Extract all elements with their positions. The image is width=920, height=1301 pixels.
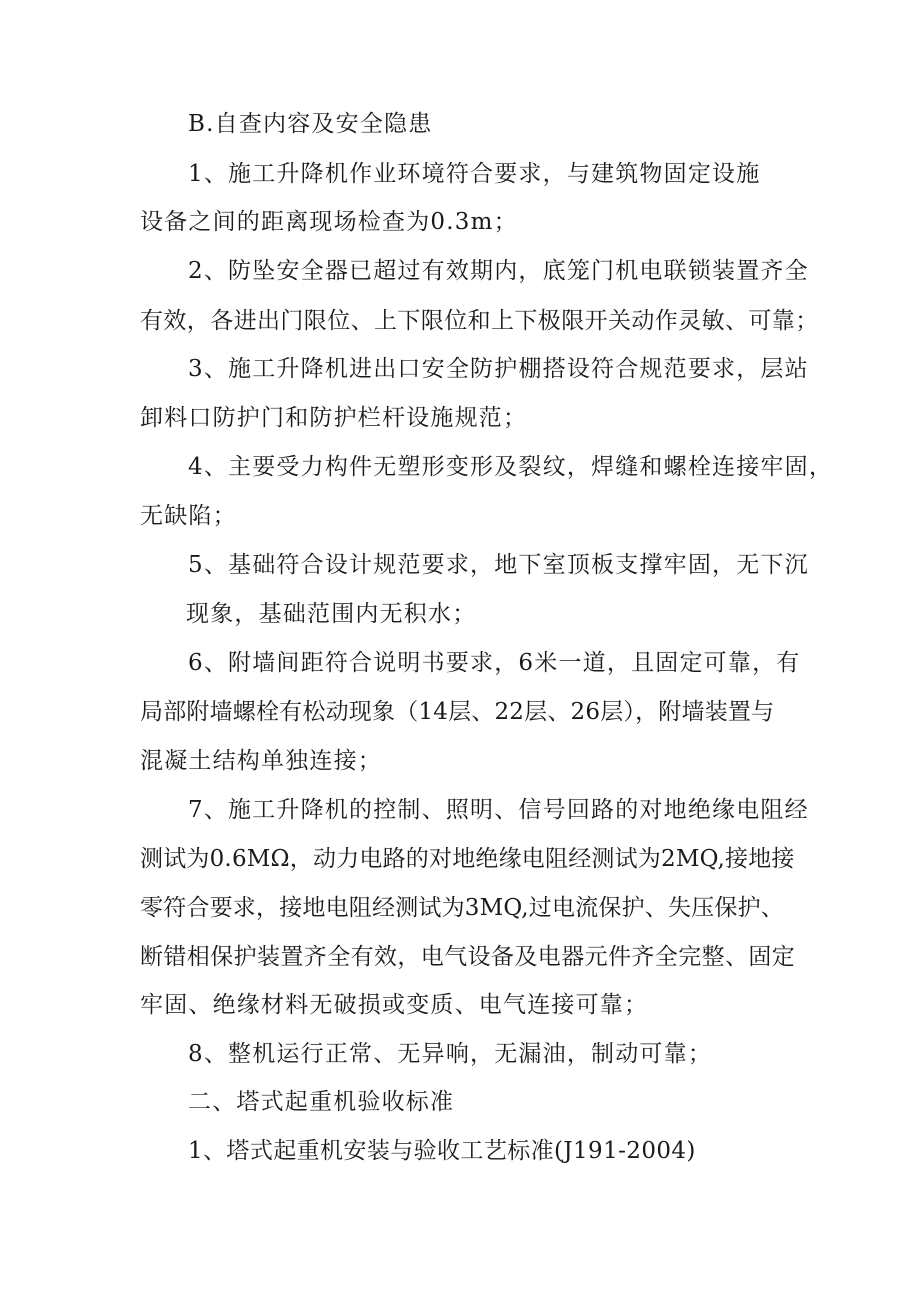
section-heading-b: B.自查内容及安全隐患 [188, 111, 433, 137]
item-6-line-2: 局部附墙螺栓有松动现象（14层、22层、26层），附墙装置与 [140, 699, 775, 725]
item-7-line-3: 零符合要求，接地电阻经测试为3MQ,过电流保护、失压保护、 [140, 895, 785, 921]
section-heading-2: 二、塔式起重机验收标准 [188, 1089, 455, 1115]
item-7-line-4: 断错相保护装置齐全有效，电气设备及电器元件齐全完整、固定 [140, 944, 796, 970]
item-6-line-3: 混凝土结构单独连接； [140, 748, 382, 774]
item-4-line-1: 4、主要受力构件无塑形变形及裂纹，焊缝和螺栓连接牢固， [188, 454, 834, 480]
item-1-line-2: 设备之间的距离现场检查为0.3m； [140, 209, 518, 235]
item-2-line-2: 有效，各进出门限位、上下限位和上下极限开关动作灵敏、可靠； [140, 308, 819, 334]
item-3-line-1: 3、施工升降机进出口安全防护棚搭设符合规范要求，层站 [188, 356, 809, 382]
item-8-line-1: 8、整机运行正常、无异响，无漏油，制动可靠； [188, 1041, 713, 1067]
item-7-line-2: 测试为0.6MΩ，动力电路的对地绝缘电阻经测试为2MQ,接地接 [140, 846, 795, 872]
item-3-line-2: 卸料口防护门和防护栏杆设施规范； [140, 405, 528, 431]
item-7-line-1: 7、施工升降机的控制、照明、信号回路的对地绝缘电阻经 [188, 797, 809, 823]
item-2-line-1: 2、防坠安全器已超过有效期内，底笼门机电联锁装置齐全 [188, 258, 809, 284]
item-5-line-2: 现象，基础范围内无积水； [186, 601, 477, 627]
item-1-line-1: 1、施工升降机作业环境符合要求，与建筑物固定设施 [188, 161, 761, 187]
item-6-line-1: 6、附墙间距符合说明书要求，6米一道，且固定可靠，有 [188, 650, 801, 676]
standard-item-1: 1、塔式起重机安装与验收工艺标准(J191-2004) [188, 1138, 696, 1164]
item-7-line-5: 牢固、绝缘材料无破损或变质、电气连接可靠； [140, 992, 649, 1018]
item-5-line-1: 5、基础符合设计规范要求，地下室顶板支撑牢固，无下沉 [188, 552, 809, 578]
item-4-line-2: 无缺陷； [140, 503, 237, 529]
